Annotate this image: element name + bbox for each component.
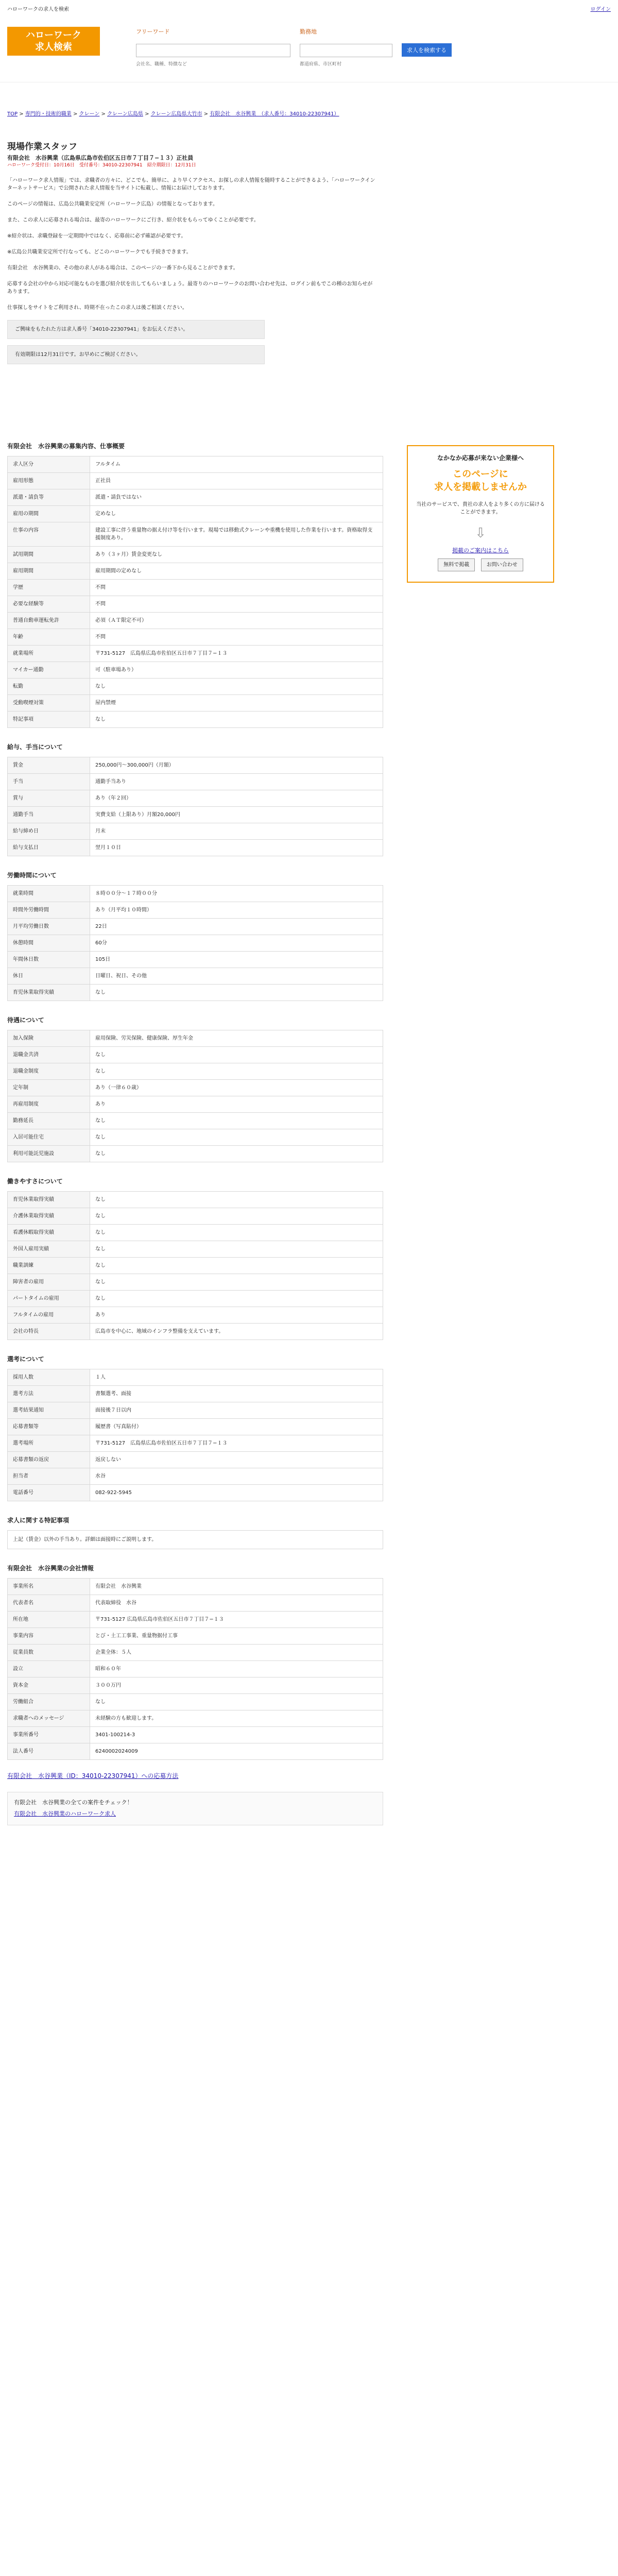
info-table	[7, 456, 383, 728]
breadcrumb-item[interactable]: クレーン	[79, 111, 100, 117]
table-row	[8, 1096, 383, 1112]
row-label: 月平均労働日数	[8, 918, 90, 935]
row-label: 所在地	[8, 1611, 90, 1628]
section-text: 上記（賃金）以外の手当あり。詳細は面接時にご説明します。	[7, 1530, 383, 1549]
row-value: １人	[90, 1369, 383, 1385]
table-row	[8, 1677, 383, 1693]
table-row	[8, 1644, 383, 1660]
row-label: 職業訓練	[8, 1257, 90, 1274]
info-table	[7, 885, 383, 1001]
row-value: 6240002024009	[90, 1743, 383, 1759]
table-row	[8, 1112, 383, 1129]
table-row	[8, 1628, 383, 1644]
keyword-note: 会社名、職種、特徴など	[136, 61, 187, 67]
intro-paragraph: ※広島公共職業安定所で行なっても、どこのハローワークでも手続きできます。	[7, 249, 192, 255]
info-table	[7, 1030, 383, 1162]
table-row	[8, 1369, 383, 1385]
row-label: 必要な経験等	[8, 596, 90, 612]
place-note: 都道府県、市区町村	[300, 61, 342, 67]
table-row	[8, 1290, 383, 1307]
row-label: 雇用期間	[8, 563, 90, 579]
row-label: 雇用の期間	[8, 505, 90, 522]
row-label: 手当	[8, 773, 90, 790]
notice-box: 有効期限は12月31日です。お早めにご検討ください。	[7, 345, 265, 364]
row-value: 3401-100214-3	[90, 1726, 383, 1743]
table-row	[8, 1595, 383, 1611]
row-label: 勤務延長	[8, 1112, 90, 1129]
section-heading: 有限会社 水谷興業の会社情報	[7, 1564, 94, 1572]
row-label: 加入保険	[8, 1030, 90, 1046]
row-value: ８時００分〜１７時００分	[90, 885, 383, 902]
breadcrumb: TOP > 専門的・技術的職業 > クレーン > クレーン広島県 > クレーン広島県大竹市 > 有限会社 水谷興業 （求人番号：34010-22307941）	[7, 111, 339, 117]
row-label: マイカー通勤	[8, 662, 90, 678]
row-label: 学歴	[8, 579, 90, 596]
table-row	[8, 546, 383, 563]
table-row	[8, 1402, 383, 1418]
row-value: 派遣・請負ではない	[90, 489, 383, 505]
row-label: 選考場所	[8, 1435, 90, 1451]
row-value: 正社員	[90, 472, 383, 489]
breadcrumb-item[interactable]: TOP	[7, 111, 18, 117]
row-label: 休憩時間	[8, 935, 90, 951]
row-value: 可（駐車場あり）	[90, 662, 383, 678]
row-value: 必須（ＡＴ限定不可）	[90, 612, 383, 629]
company-line: 有限会社 水谷興業（広島県広島市佐伯区五日市７丁目７−１３）正社員	[7, 154, 194, 161]
row-label: 特記事項	[8, 711, 90, 727]
table-row	[8, 1307, 383, 1323]
row-label: 雇用形態	[8, 472, 90, 489]
row-label: 応募書類等	[8, 1418, 90, 1435]
row-label: 再雇用制度	[8, 1096, 90, 1112]
table-row	[8, 885, 383, 902]
row-value: ３００万円	[90, 1677, 383, 1693]
search-button[interactable]: 求人を検索する	[402, 43, 452, 57]
table-row	[8, 951, 383, 968]
row-value: 不問	[90, 579, 383, 596]
table-row	[8, 456, 383, 472]
table-row	[8, 1484, 383, 1501]
table-row	[8, 489, 383, 505]
row-label: 求人区分	[8, 456, 90, 472]
sections	[7, 442, 376, 1760]
section-heading: 選考について	[7, 1355, 44, 1363]
breadcrumb-item[interactable]: 有限会社 水谷興業 （求人番号：34010-22307941）	[210, 111, 339, 117]
section-heading: 有限会社 水谷興業の募集内容、仕事概要	[7, 442, 125, 450]
row-value: なし	[90, 1046, 383, 1063]
sidebar	[407, 445, 554, 583]
row-value: なし	[90, 984, 383, 1001]
row-value: 〒731-5127 広島県広島市佐伯区五日市７丁目７−１３	[90, 1435, 383, 1451]
other-jobs-label: 有限会社 水谷興業の全ての案件をチェック！	[14, 1799, 133, 1806]
row-value: 建設工事に伴う重量物の据え付け等を行います。現場では移動式クレーンや重機を使用した作業を行います。資格取得支援制度あり。	[90, 522, 383, 546]
row-label: 通勤手当	[8, 806, 90, 823]
table-row	[8, 1611, 383, 1628]
place-label: 勤務地	[300, 28, 317, 35]
row-value: なし	[90, 1063, 383, 1079]
row-label: 休日	[8, 968, 90, 984]
table-row	[8, 596, 383, 612]
row-value: とび・土工工事業、重量物据付工事	[90, 1628, 383, 1644]
table-row	[8, 1578, 383, 1595]
row-value: 雇用保険、労災保険、健康保険、厚生年金	[90, 1030, 383, 1046]
row-label: 求職者へのメッセージ	[8, 1710, 90, 1726]
row-value: 企業全体：５人	[90, 1644, 383, 1660]
table-row	[8, 505, 383, 522]
row-label: 退職金制度	[8, 1063, 90, 1079]
sidebar-ad	[407, 445, 554, 583]
site-tagline: ハローワークの求人を検索	[7, 6, 69, 12]
down-arrow-icon: ⇩	[475, 526, 486, 541]
row-value: 雇用期間の定めなし	[90, 563, 383, 579]
site-logo[interactable]	[7, 27, 100, 56]
table-row	[8, 984, 383, 1001]
row-label: 従業員数	[8, 1644, 90, 1660]
row-value: なし	[90, 711, 383, 727]
row-value: なし	[90, 678, 383, 694]
row-label: 就業場所	[8, 645, 90, 662]
table-row	[8, 1710, 383, 1726]
table-row	[8, 1274, 383, 1290]
table-row	[8, 1418, 383, 1435]
row-label: 資本金	[8, 1677, 90, 1693]
table-row	[8, 662, 383, 678]
row-label: 選考方法	[8, 1385, 90, 1402]
top-bar	[0, 0, 618, 19]
row-value: 返戻しない	[90, 1451, 383, 1468]
row-label: 法人番号	[8, 1743, 90, 1759]
row-label: 設立	[8, 1660, 90, 1677]
table-row	[8, 1208, 383, 1224]
table-row	[8, 1257, 383, 1274]
intro-paragraph: ※紹介状は、求職登録を一定期間中ではなく、応募前に必ず確認が必要です。	[7, 233, 186, 239]
login-link[interactable]: ログイン	[590, 6, 611, 12]
table-row	[8, 563, 383, 579]
row-label: 育児休業取得実績	[8, 1191, 90, 1208]
row-label: 賞与	[8, 790, 90, 806]
table-row	[8, 757, 383, 773]
main-content	[0, 141, 376, 1825]
row-label: 代表者名	[8, 1595, 90, 1611]
row-label: 時間外労働時間	[8, 902, 90, 918]
section-heading: 求人に関する特記事項	[7, 1516, 70, 1524]
row-value: 月末	[90, 823, 383, 839]
row-label: 普通自動車運転免許	[8, 612, 90, 629]
row-value: 有限会社 水谷興業	[90, 1578, 383, 1595]
row-value: フルタイム	[90, 456, 383, 472]
row-label: 事業所名	[8, 1578, 90, 1595]
table-row	[8, 678, 383, 694]
table-row	[8, 711, 383, 727]
row-value: 水谷	[90, 1468, 383, 1484]
all-jobs-link[interactable]: 有限会社 水谷興業のハローワーク求人	[14, 1810, 116, 1817]
table-row	[8, 1063, 383, 1079]
row-value: なし	[90, 1191, 383, 1208]
row-value: 広島市を中心に、地域のインフラ整備を支えています。	[90, 1323, 383, 1340]
row-label: 介護休業取得実績	[8, 1208, 90, 1224]
row-value: なし	[90, 1274, 383, 1290]
row-value: なし	[90, 1224, 383, 1241]
row-value: 不問	[90, 596, 383, 612]
row-value: 定めなし	[90, 505, 383, 522]
row-value: なし	[90, 1290, 383, 1307]
row-label: 事業所番号	[8, 1726, 90, 1743]
header	[0, 19, 618, 82]
row-value: 屋内禁煙	[90, 694, 383, 711]
table-row	[8, 629, 383, 645]
row-value: なし	[90, 1112, 383, 1129]
intro-paragraph: また、この求人に応募される場合は、最寄のハローワークにご行き、紹介状をもらってゆくことが必要です。	[7, 217, 259, 223]
table-row	[8, 935, 383, 951]
row-label: 仕事の内容	[8, 522, 90, 546]
table-row	[8, 1385, 383, 1402]
sidebar-link[interactable]: 掲載のご案内はこちら	[452, 547, 509, 554]
row-value: あり	[90, 1307, 383, 1323]
row-value: 〒731-5127 広島県広島市佐伯区五日市７丁目７−１３	[90, 1611, 383, 1628]
row-label: 外国人雇用実績	[8, 1241, 90, 1257]
table-row	[8, 1145, 383, 1162]
row-label: 採用人数	[8, 1369, 90, 1385]
row-value: 22日	[90, 918, 383, 935]
job-meta: ハローワーク受付日：10月16日 受付番号：34010-22307941 紹介期限日：12月31日	[7, 163, 196, 168]
notes	[7, 320, 376, 364]
row-label: 年齢	[8, 629, 90, 645]
apply-link-row	[7, 1771, 376, 1781]
row-label: 受動喫煙対策	[8, 694, 90, 711]
row-label: 試用期間	[8, 546, 90, 563]
row-value: なし	[90, 1257, 383, 1274]
row-label: 担当者	[8, 1468, 90, 1484]
row-value: なし	[90, 1129, 383, 1145]
place-field	[300, 28, 392, 68]
row-value: 60分	[90, 935, 383, 951]
row-label: 事業内容	[8, 1628, 90, 1644]
row-label: 年間休日数	[8, 951, 90, 968]
row-value: 250,000円〜300,000円（月額）	[90, 757, 383, 773]
table-row	[8, 612, 383, 629]
table-row	[8, 1079, 383, 1096]
row-value: 面接後７日以内	[90, 1402, 383, 1418]
row-label: フルタイムの雇用	[8, 1307, 90, 1323]
row-label: 電話番号	[8, 1484, 90, 1501]
row-label: 労働組合	[8, 1693, 90, 1710]
row-value: 昭和６０年	[90, 1660, 383, 1677]
section-heading: 労働時間について	[7, 871, 57, 879]
place-input[interactable]	[300, 44, 392, 57]
row-label: 看護休暇取得実績	[8, 1224, 90, 1241]
row-value: あり（一律６０歳）	[90, 1079, 383, 1096]
table-row	[8, 839, 383, 856]
breadcrumb-item[interactable]: クレーン広島県大竹市	[150, 111, 202, 117]
row-value: 書類選考、面接	[90, 1385, 383, 1402]
table-row	[8, 823, 383, 839]
search-form	[136, 28, 452, 68]
row-label: 派遣・請負等	[8, 489, 90, 505]
row-value: なし	[90, 1145, 383, 1162]
table-row	[8, 1451, 383, 1468]
other-jobs-box	[7, 1792, 383, 1825]
row-value: あり（年２回）	[90, 790, 383, 806]
section-heading: 給与、手当について	[7, 743, 63, 751]
row-value: 105日	[90, 951, 383, 968]
table-row	[8, 694, 383, 711]
table-row	[8, 1468, 383, 1484]
logo-line2: 求人検索	[35, 42, 72, 53]
row-value: 通勤手当あり	[90, 773, 383, 790]
breadcrumb-item[interactable]: 専門的・技術的職業	[25, 111, 72, 117]
sidebar-btn-contact[interactable]: お問い合わせ	[481, 558, 523, 571]
table-row	[8, 1323, 383, 1340]
row-label: パートタイムの雇用	[8, 1290, 90, 1307]
table-row	[8, 1224, 383, 1241]
keyword-label: フリーワード	[136, 28, 170, 35]
intro-paragraph: 応募する会社の中から対応可能なものを選び紹介状を出してもらいましょう。最寄りのハローワークのお問い合わせ先は、ログイン前もでこの種のお知らせがあります。	[7, 281, 373, 295]
table-row	[8, 1129, 383, 1145]
row-value: なし	[90, 1241, 383, 1257]
row-value: 履歴書（写真貼付）	[90, 1418, 383, 1435]
job-title: 現場作業スタッフ	[7, 142, 77, 152]
row-label: 利用可能託児施設	[8, 1145, 90, 1162]
table-row	[8, 1435, 383, 1451]
row-label: 会社の特長	[8, 1323, 90, 1340]
breadcrumb-item[interactable]: クレーン広島県	[107, 111, 143, 117]
table-row	[8, 1030, 383, 1046]
row-value: あり	[90, 1096, 383, 1112]
row-value: なし	[90, 1693, 383, 1710]
table-row	[8, 773, 383, 790]
row-label: 就業時間	[8, 885, 90, 902]
row-value: 不問	[90, 629, 383, 645]
info-table	[7, 1191, 383, 1340]
row-label: 選考結果通知	[8, 1402, 90, 1418]
row-value: あり（３ヶ月）賃金変更なし	[90, 546, 383, 563]
section-heading: 働きやすさについて	[7, 1177, 63, 1185]
info-table	[7, 1578, 383, 1760]
notice-box: ご興味をもたれた方は求人番号「34010-22307941」をお伝えください。	[7, 320, 265, 339]
intro-paragraph: 「ハローワーク求人情報」では、求職者の方々に、どこでも、簡単に、より早くアクセス、お探しの求人情報を随時することができるよう、「ハローワークインターネットサービス」で公開された求人情報を当サイトに転載し、情報にお届けしております。	[7, 177, 375, 191]
table-row	[8, 790, 383, 806]
row-label: 障害者の雇用	[8, 1274, 90, 1290]
table-row	[8, 806, 383, 823]
row-value: なし	[90, 1208, 383, 1224]
table-row	[8, 1046, 383, 1063]
table-row	[8, 1660, 383, 1677]
table-row	[8, 1693, 383, 1710]
row-value: 未経験の方も歓迎します。	[90, 1710, 383, 1726]
table-row	[8, 522, 383, 546]
info-table	[7, 757, 383, 856]
logo-line1: ハローワーク	[26, 29, 81, 41]
row-value: あり（月平均１０時間）	[90, 902, 383, 918]
intro-paragraph: 仕事探しをサイトをご利用され、時期不在ったこの求人は後ご相談ください。	[7, 304, 187, 311]
sidebar-title: なかなか応募が来ない企業様へ	[437, 454, 524, 462]
table-row	[8, 918, 383, 935]
intro-paragraph: このページの情報は、広島公共職業安定所（ハローワーク広島）の情報となっております。	[7, 201, 218, 207]
row-label: 入居可能住宅	[8, 1129, 90, 1145]
apply-link[interactable]: 有限会社 水谷興業（ID：34010-22307941）への応募方法	[7, 1772, 179, 1780]
row-value: 実費支給（上限あり）月額20,000円	[90, 806, 383, 823]
row-value: 日曜日、祝日、その他	[90, 968, 383, 984]
row-value: 代表取締役 水谷	[90, 1595, 383, 1611]
row-label: 賃金	[8, 757, 90, 773]
table-row	[8, 902, 383, 918]
row-label: 給与支払日	[8, 839, 90, 856]
intro-paragraph: 有限会社 水谷興業の、その他の求人がある場合は、このページの一番下から見ることができます。	[7, 265, 238, 271]
sidebar-headline: このページに 求人を掲載しませんか	[434, 469, 527, 493]
info-table	[7, 1369, 383, 1501]
row-label: 給与締め日	[8, 823, 90, 839]
table-row	[8, 472, 383, 489]
intro-text	[7, 177, 376, 312]
row-label: 定年制	[8, 1079, 90, 1096]
table-row	[8, 645, 383, 662]
section-heading: 待遇について	[7, 1016, 44, 1024]
table-row	[8, 1241, 383, 1257]
row-label: 退職金共済	[8, 1046, 90, 1063]
sidebar-text: 当社のサービスで、貴社の求人をより多くの方に届けることができます。	[416, 502, 545, 516]
table-row	[8, 1743, 383, 1759]
row-label: 育児休業取得実績	[8, 984, 90, 1001]
table-row	[8, 1191, 383, 1208]
row-label: 応募書類の返戻	[8, 1451, 90, 1468]
keyword-field	[136, 28, 290, 68]
keyword-input[interactable]	[136, 44, 290, 57]
row-value: 〒731-5127 広島県広島市佐伯区五日市７丁目７−１３	[90, 645, 383, 662]
sidebar-btn-free[interactable]: 無料で掲載	[438, 558, 475, 571]
table-row	[8, 579, 383, 596]
row-value: 082-922-5945	[90, 1484, 383, 1501]
table-row	[8, 968, 383, 984]
row-label: 転勤	[8, 678, 90, 694]
table-row	[8, 1726, 383, 1743]
row-value: 翌月１０日	[90, 839, 383, 856]
